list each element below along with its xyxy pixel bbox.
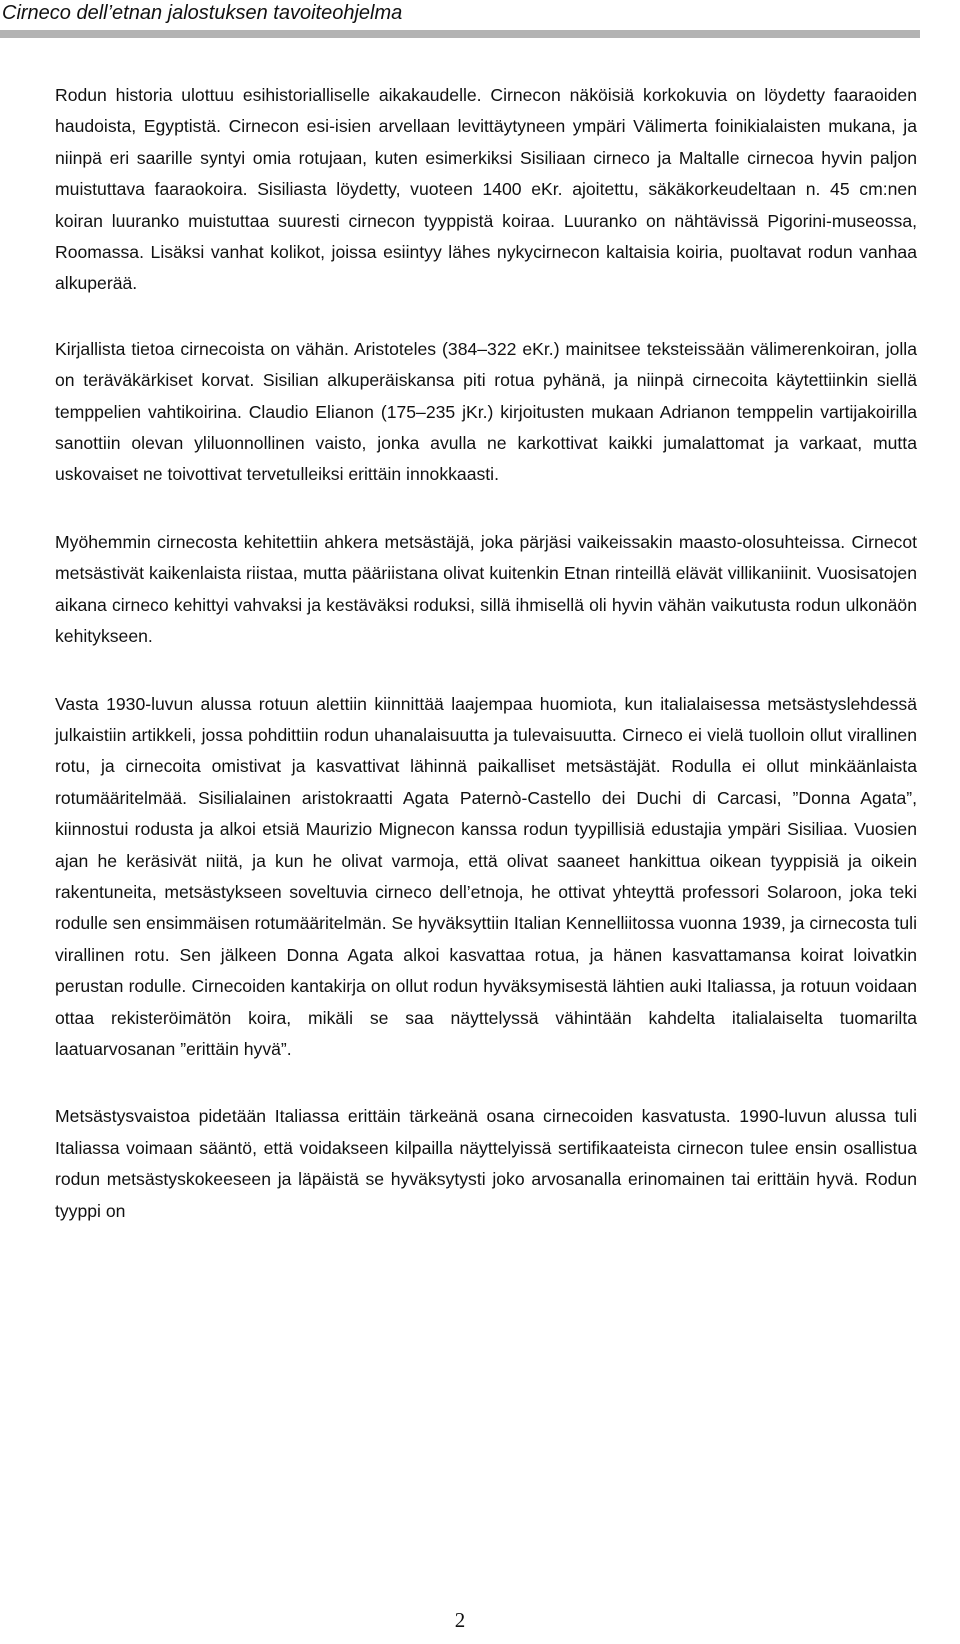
document-body [55,80,917,1263]
page-number: 2 [454,1608,466,1632]
paragraph-official-recognition: Vasta 1930-luvun alussa rotuun alettiin kiinnittää laajempaa huomiota, kun italialaisessa metsästyslehdessä julkaistiin artikkeli, jossa pohdittiin rodun uhanalaisuutta ja tulevaisuutta. Cirneco ei vielä tuolloin ollut virallinen rotu, ja cirnecoita omistivat ja kasvattivat lähinnä paikalliset metsästäjät. Rodulla ei ollut minkäänlaista rotumääritelmää. Sisilialainen aristokraatti Agata Paternò-Castello dei Duchi di Carcasi, ”Donna Agata”, kiinnostui rodusta ja alkoi etsiä Maurizio Mignecon kanssa rodun tyypillisiä edustajia ympäri Sisiliaa. Vuosien ajan he keräsivät niitä, ja kun he olivat varmoja, että olivat saaneet hankittua oikean tyyppisiä ja oikein rakentuneita, metsästykseen soveltuvia cirneco dell’etnoja, he ottivat yhteyttä professori Solaroon, joka teki rodulle sen ensimmäisen rotumääritelmän. Se hyväksyttiin Italian Kennelliitossa vuonna 1939, ja cirnecosta tuli virallinen rotu. Sen jälkeen Donna Agata alkoi kasvattaa rotua, ja hänen kasvattamansa koirat loivatkin perustan rodulle. Cirnecoiden kantakirja on ollut rodun hyväksymisestä lähtien auki Italiassa, ja rotuun voidaan ottaa rekisteröimätön koira, mikäli se saa näyttelyssä vähintään kahdelta italialaiselta tuomarilta laatuarvosanan ”erittäin hyvä”. [55,693,917,1059]
page-header [0,0,920,40]
header-title: Cirneco dell’etnan jalostuksen tavoiteohjelma [2,2,403,24]
paragraph-history: Rodun historia ulottuu esihistorialliselle aikakaudelle. Cirnecon näköisiä korkokuvia on löydetty faaraoiden haudoista, Egyptistä. Cirnecon esi-isien arvellaan levittäytyneen ympäri Välimerta foinikialaisten mukana, ja niinpä eri saarille syntyi omia rotujaan, kuten esimerkiksi Sisiliaan cirneco ja Maltalle cirnecoa hyvin paljon muistuttava faaraokoira. Sisiliasta löydetty, vuoteen 1400 eKr. ajoitettu, säkäkorkeudeltaan n. 45 cm:nen koiran luuranko muistuttaa suuresti cirnecon tyyppistä koiraa. Luuranko on nähtävissä Pigorini-museossa, Roomassa. Lisäksi vanhat kolikot, joissa esiintyy lähes nykycirnecon kaltaisia koiria, puoltavat rodun vanhaa alkuperää. [55,85,917,294]
header-rule [0,30,920,38]
paragraph-hunting-instinct: Metsästysvaistoa pidetään Italiassa erittäin tärkeänä osana cirnecoiden kasvatusta. 1990-luvun alussa tuli Italiassa voimaan sääntö, että voidakseen kilpailla näyttelyissä sertifikaateista cirnecon tulee ensin osallistua rodun metsästyskokeeseen ja läpäistä se hyväksytysti joko arvosanalla erinomainen tai erittäin hyvä. Rodun tyyppi on [55,1106,917,1221]
paragraph-hunting-development: Myöhemmin cirnecosta kehitettiin ahkera metsästäjä, joka pärjäsi vaikeissakin maasto-olosuhteissa. Cirnecot metsästivät kaikenlaista riistaa, mutta pääriistana olivat kuitenkin Etnan rinteillä elävät villikaniinit. Vuosisatojen aikana cirneco kehittyi vahvaksi ja kestäväksi roduksi, sillä ihmisellä oli hyvin vähän vaikutusta rodun ulkonäön kehitykseen. [55,531,917,647]
paragraph-literature: Kirjallista tietoa cirnecoista on vähän. Aristoteles (384–322 eKr.) mainitsee teksteissään välimerenkoiran, jolla on teräväkärkiset korvat. Sisilian alkuperäiskansa piti rotua pyhänä, ja niinpä cirnecoita käytettiinkin siellä temppelien vahtikoirina. Claudio Elianon (175–235 jKr.) kirjoitusten mukaan Adrianon temppelin vartijakoirilla sanottiin olevan yliluonnollinen vaisto, jonka avulla ne karkottivat kaikki jumalattomat ja varkaat, mutta uskovaiset ne toivottivat tervetulleiksi erittäin innokkaasti. [55,338,917,485]
